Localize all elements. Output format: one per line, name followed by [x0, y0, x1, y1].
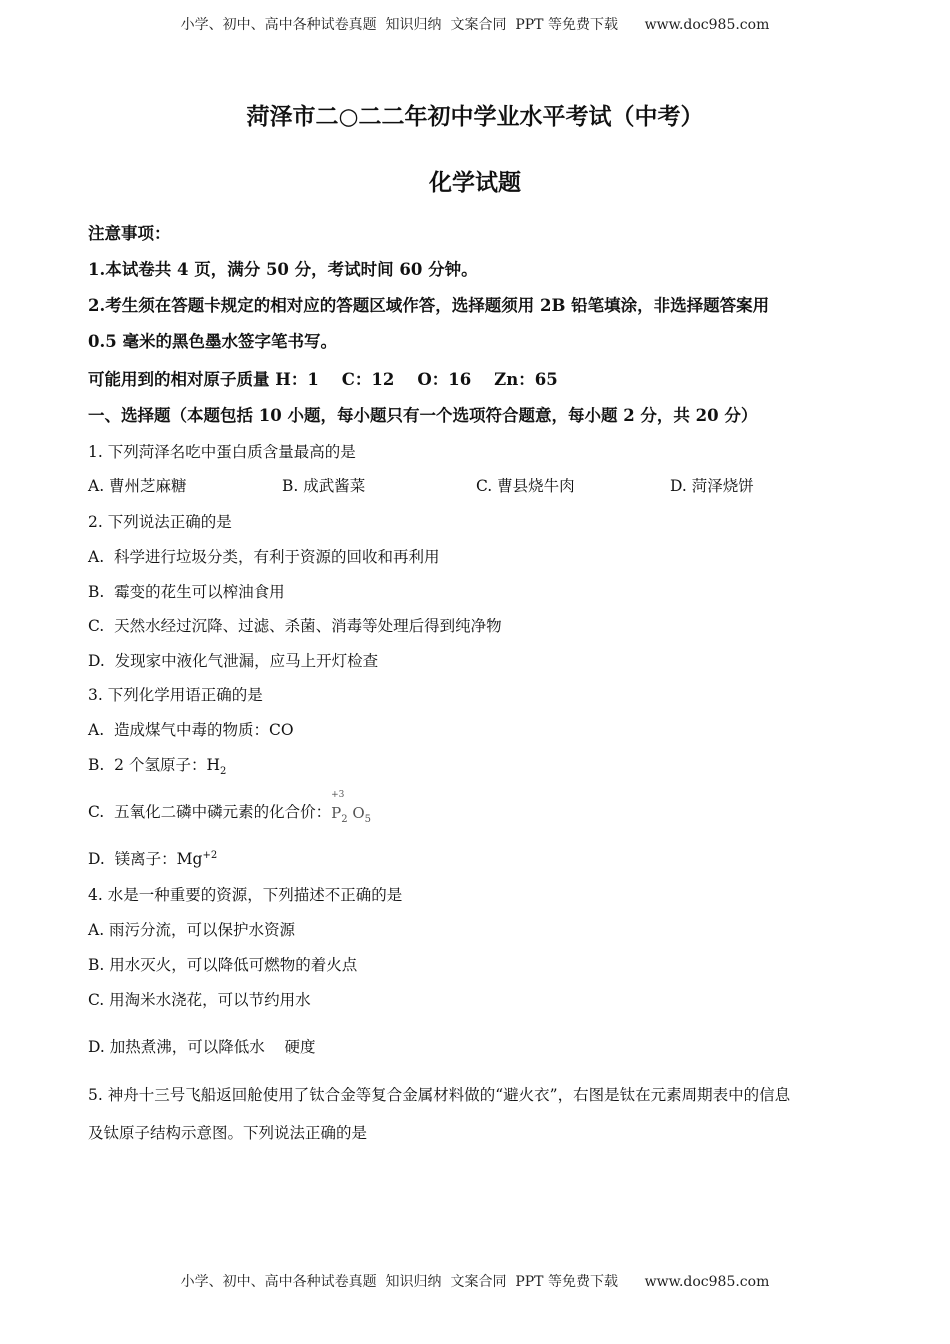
q1-option-a: A. 曹州芝麻糖: [88, 477, 187, 495]
page-footer: 小学、初中、高中各种试卷真题 知识归纳 文案合同 PPT 等免费下载 www.doc985.com: [180, 1274, 770, 1290]
q3-option-a: A. 造成煤气中毒的物质：CO: [88, 721, 294, 739]
exam-title: 菏泽市二○二二年初中学业水平考试（中考）: [246, 103, 704, 130]
q2-option-d: D. 发现家中液化气泄漏，应马上开灯检查: [88, 652, 379, 670]
p2o5-formula: +3 $P_2$ $O_5$: [331, 790, 372, 825]
q2-option-a: A. 科学进行垃圾分类，有利于资源的回收和再利用: [88, 548, 440, 566]
q1-stem: 1. 下列菏泽名吃中蛋白质含量最高的是: [88, 443, 356, 461]
notice-item-2-line-1: 2.考生须在答题卡规定的相对应的答题区域作答，选择题须用 2B 铅笔填涂，非选择题答案用: [88, 296, 770, 315]
q5-stem-line-1: 5. 神舟十三号飞船返回舱使用了钛合金等复合金属材料做的“避火衣”，右图是钛在元素周期表中的信息: [88, 1086, 791, 1104]
q4-option-d: D. 加热煮沸，可以降低水 硬度: [88, 1038, 316, 1056]
q4-option-c: C. 用淘米水浇花，可以节约用水: [88, 991, 311, 1009]
section-1-heading: 一、选择题（本题包括 10 小题，每小题只有一个选项符合题意，每小题 2 分，共 20 分）: [88, 406, 758, 425]
atomic-mass-line: 可能用到的相对原子质量 H：1 C：12 O：16 Zn：65: [88, 370, 558, 389]
q2-option-b: B. 霉变的花生可以榨油食用: [88, 583, 285, 601]
q2-option-c: C. 天然水经过沉降、过滤、杀菌、消毒等处理后得到纯净物: [88, 617, 502, 635]
notice-heading: 注意事项：: [88, 224, 171, 243]
exam-subtitle: 化学试题: [429, 169, 521, 196]
q5-stem-line-2: 及钛原子结构示意图。下列说法正确的是: [88, 1124, 368, 1142]
q4-stem: 4. 水是一种重要的资源，下列描述不正确的是: [88, 886, 403, 904]
q1-option-c: C. 曹县烧牛肉: [476, 477, 575, 495]
notice-item-2-line-2: 0.5 毫米的黑色墨水签字笔书写。: [88, 332, 337, 351]
q4-option-a: A. 雨污分流，可以保护水资源: [88, 921, 296, 939]
q1-option-b: B. 成武酱菜: [282, 477, 366, 495]
q3-option-b: B. 2 个氢原子：$H_2$: [88, 756, 227, 778]
q3-stem: 3. 下列化学用语正确的是: [88, 686, 263, 704]
q3-option-c: C. 五氧化二磷中磷元素的化合价： +3 $P_2$ $O_5$: [88, 800, 377, 824]
q1-option-d: D. 菏泽烧饼: [670, 477, 754, 495]
notice-item-1: 1.本试卷共 4 页，满分 50 分，考试时间 60 分钟。: [88, 260, 478, 279]
q4-option-b: B. 用水灭火，可以降低可燃物的着火点: [88, 956, 358, 974]
q3-option-d: D. 镁离子：$Mg^{+2}$: [88, 849, 218, 868]
page-header: 小学、初中、高中各种试卷真题 知识归纳 文案合同 PPT 等免费下载 www.doc985.com: [180, 17, 770, 33]
q2-stem: 2. 下列说法正确的是: [88, 513, 232, 531]
